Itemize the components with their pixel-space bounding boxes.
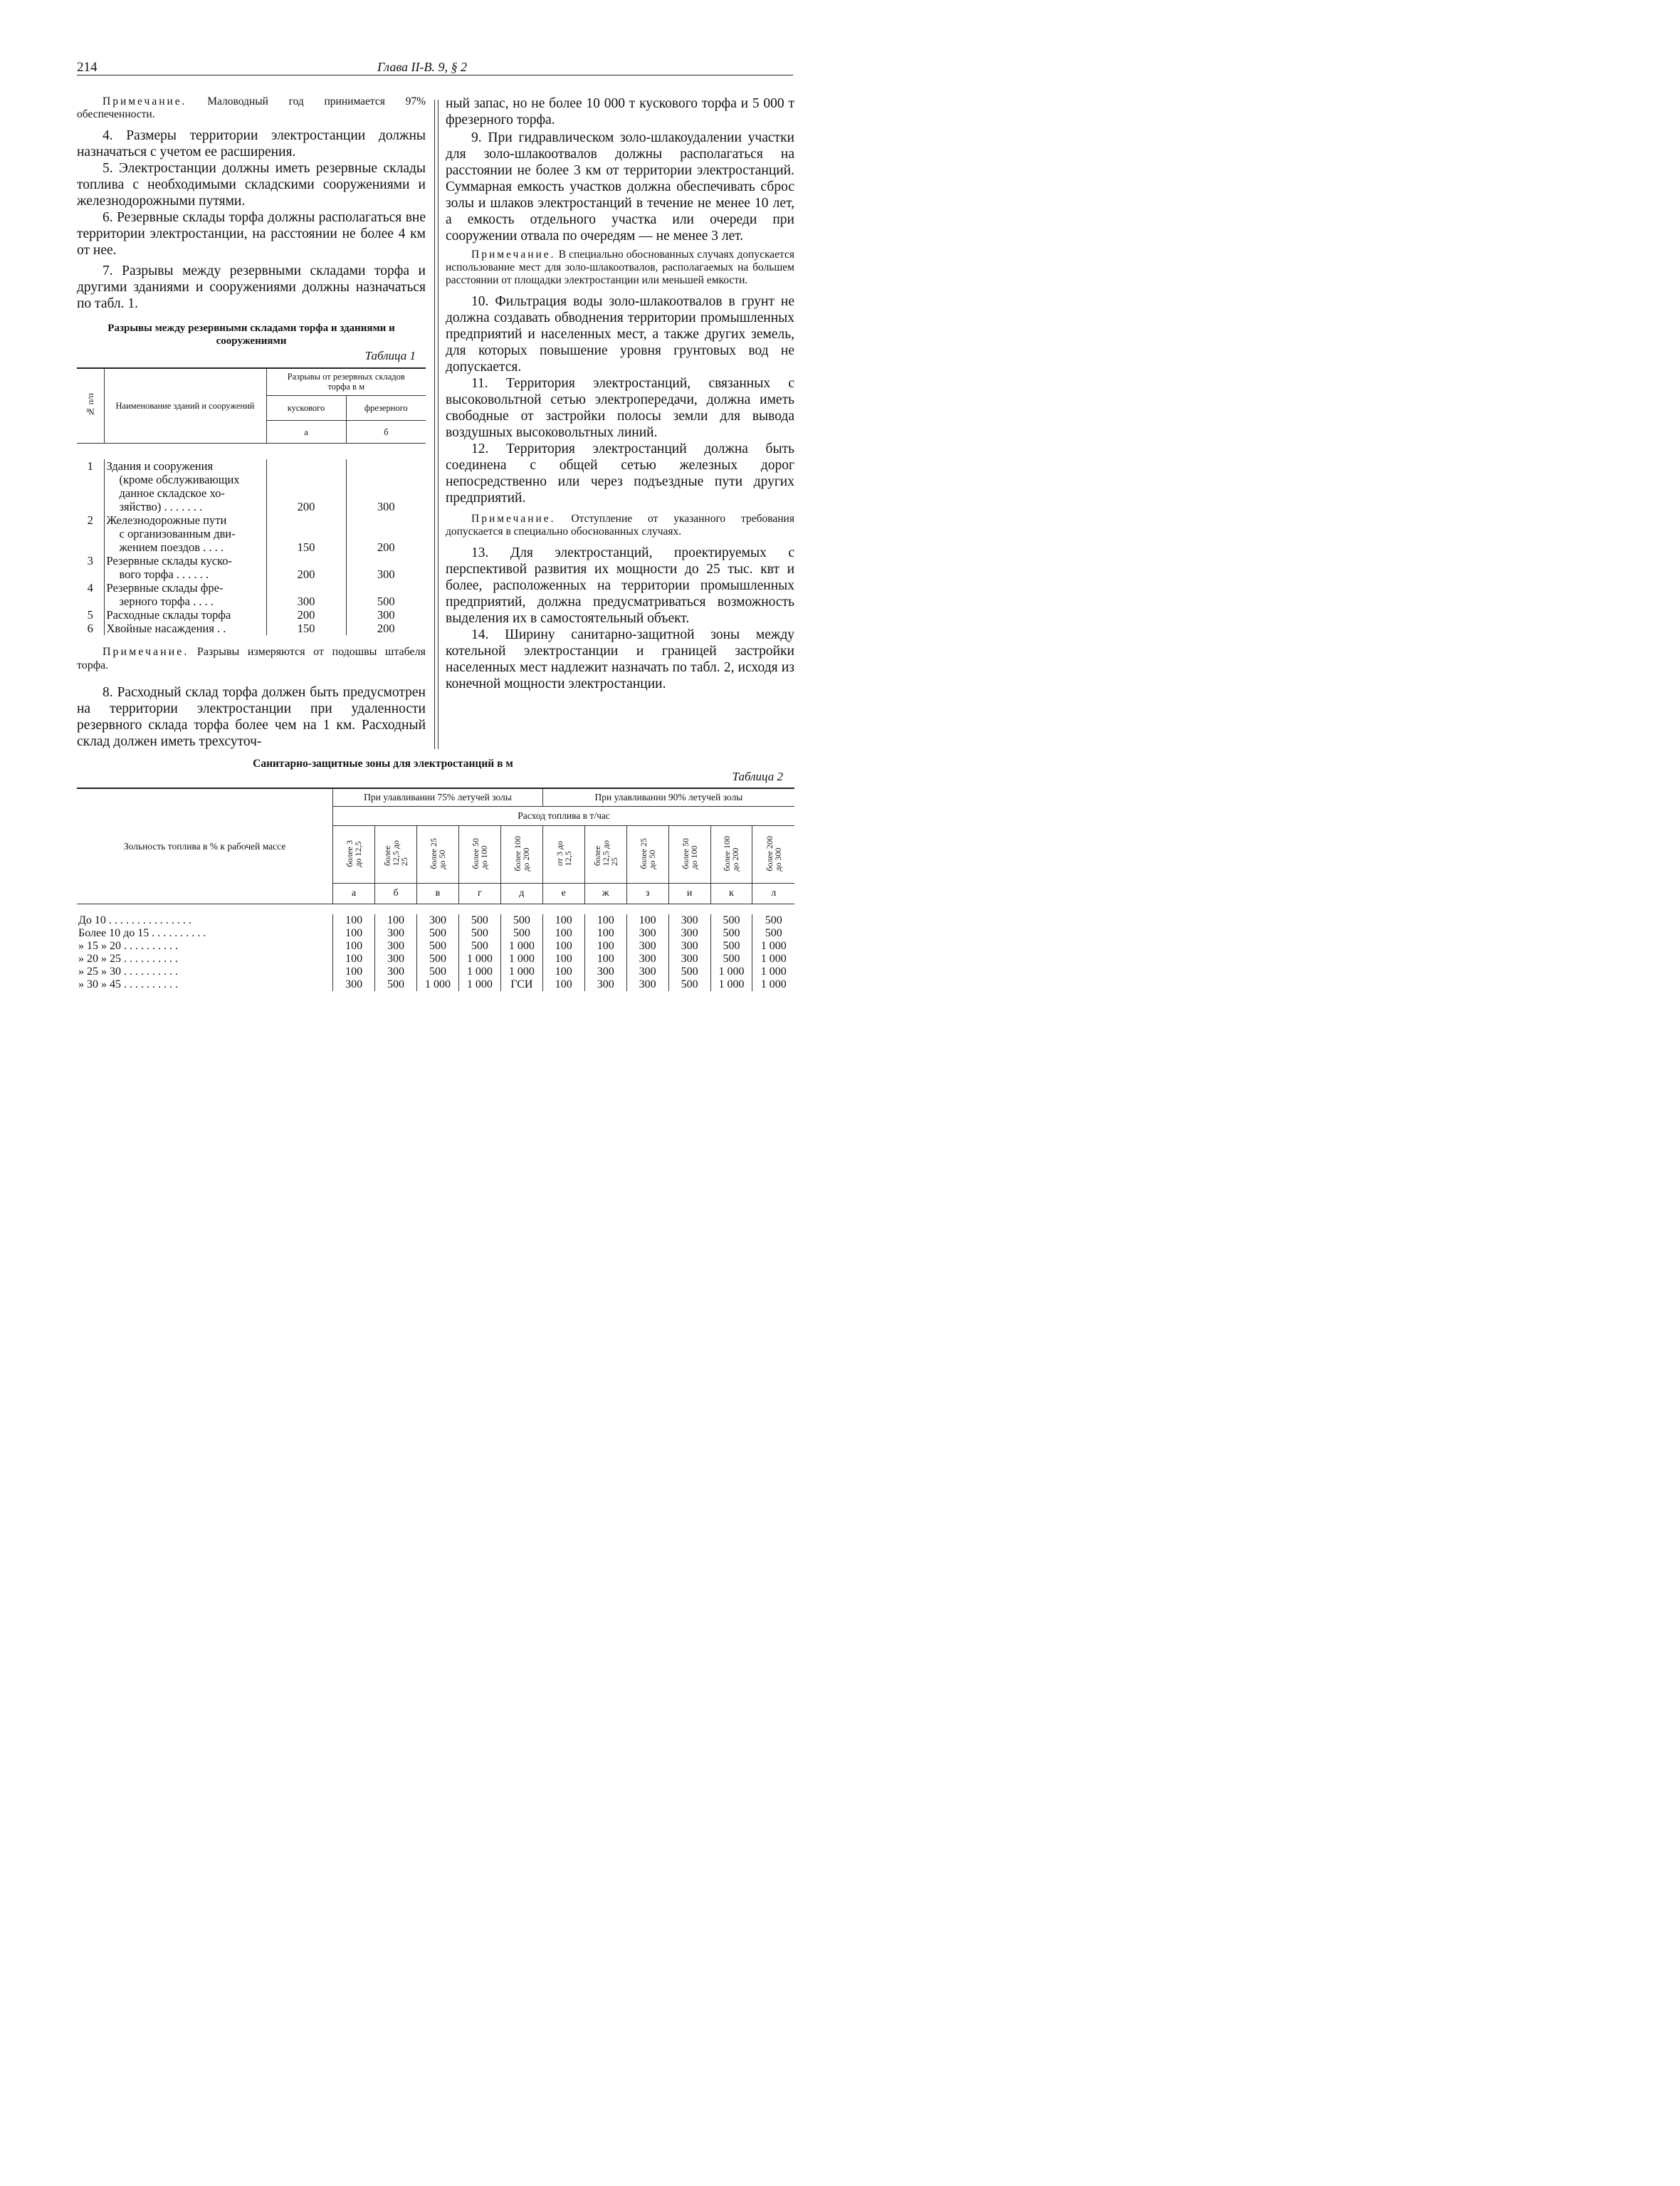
table-row	[77, 554, 426, 581]
page-number: 214	[77, 60, 98, 75]
paragraph-8-continued: ный запас, но не более 10 000 т кускового торфа и 5 000 т фрезерного торфа.	[446, 96, 794, 127]
row-number: 5	[77, 608, 104, 622]
table2-col-head	[710, 826, 752, 884]
table-row	[77, 513, 426, 554]
table2-row-label: » 30 » 45 . . . . . . . . . .	[77, 978, 333, 991]
paragraph-7: 7. Разрывы между резервными складами торфа и другими зданиями и сооружениями должны назначаться по табл. 1.	[77, 263, 426, 311]
row-name-line: Резервные склады куско-	[106, 554, 233, 568]
table2-value: 1 000	[760, 978, 787, 990]
table-row	[77, 581, 426, 608]
table-row	[77, 927, 794, 940]
table2-value: 1 000	[500, 966, 542, 978]
table2-col-letter: л	[752, 884, 794, 904]
table2-col-head	[375, 826, 417, 884]
table-row	[77, 608, 426, 622]
table2-col-head	[584, 826, 626, 884]
table2-group-90: При улавливании 90% летучей золы	[542, 788, 794, 807]
row-name-line: (кроме обслуживающих	[119, 473, 240, 486]
table2-row-label: » 15 » 20 . . . . . . . . . .	[77, 940, 333, 953]
table2-value: 300	[668, 914, 710, 927]
table2-value: 100	[542, 914, 584, 927]
row-name-line: Расходные склады торфа	[106, 608, 231, 622]
row-name-line: Хвойные насаждения . .	[106, 622, 226, 635]
table2-head-row	[77, 788, 794, 807]
table2-col-head-text: более 12,5 до 25	[382, 840, 410, 867]
table2-value: 100	[333, 914, 375, 927]
table2-value: 1 000	[500, 953, 542, 966]
table2-value: 100	[333, 953, 375, 966]
table2-col-head-text: более 50 до 100	[470, 837, 489, 869]
row-number: 6	[77, 622, 104, 635]
table2-group-75: При улавливании 75% летучей золы	[333, 788, 543, 807]
table2-value: 500	[417, 940, 459, 953]
value-b: 200	[377, 622, 395, 635]
table2-value: 1 000	[458, 966, 500, 978]
table2-col-letter: к	[710, 884, 752, 904]
table1-label: Таблица 1	[364, 349, 416, 362]
table2-value: 500	[500, 927, 542, 940]
value-a: 150	[266, 622, 346, 635]
table2-col-letter: д	[500, 884, 542, 904]
table2-value: 500	[668, 978, 710, 991]
row-name-line: Резервные склады фре-	[106, 581, 224, 595]
table2-value: 300	[584, 966, 626, 978]
table1	[77, 367, 426, 635]
table2-value: 1 000	[760, 953, 787, 965]
table-row	[77, 459, 426, 513]
value-b: 200	[377, 540, 395, 554]
paragraph-5: 5. Электростанции должны иметь резервные склады топлива с необходимыми складскими сооружениями и железнодорожными путями.	[77, 161, 426, 209]
table-row	[77, 914, 794, 927]
table2-row-label: » 20 » 25 . . . . . . . . . .	[77, 953, 333, 966]
table2-value: 100	[375, 914, 417, 927]
table2-value: 500	[765, 914, 782, 926]
row-name-line: зерного торфа . . . .	[119, 595, 214, 608]
table2-value: 1 000	[500, 940, 542, 953]
table2-col-head-text: более 25 до 50	[428, 837, 447, 869]
row-name	[104, 513, 266, 554]
table-row	[77, 978, 794, 991]
table2-value: 500	[458, 927, 500, 940]
value-a: 200	[266, 608, 346, 622]
table2-col-head-text: более 100 до 200	[722, 835, 741, 872]
table2-value: 500	[765, 927, 782, 939]
table2-value: 100	[333, 966, 375, 978]
value-b: 300	[377, 608, 395, 622]
table2-value: 500	[500, 914, 542, 927]
table2-value: 300	[584, 978, 626, 991]
table2-spacer	[77, 904, 794, 915]
row-number: 3	[77, 554, 104, 581]
table2-value: ГСИ	[500, 978, 542, 991]
table1-head-num: № п/п	[77, 368, 104, 444]
table2-consumption: Расход топлива в т/час	[333, 807, 794, 826]
paragraph-13: 13. Для электростанций, проектируемых с перспективой развития их мощности до 25 тыс. квт и более, расположенных на территории промышленных предприятий, должна предусматриваться возможность выделения их в самостоятельный объект.	[446, 545, 794, 626]
row-number: 2	[77, 513, 104, 554]
table-row	[77, 953, 794, 966]
paragraph-9: 9. При гидравлическом золо-шлакоудалении участки для золо-шлакоотвалов должны располагаться на расстоянии не более 3 км от территории электростанций. Суммарная емкость участков должна обеспечивать сброс золы и шлаков электростанций в течение не менее 10 лет, а емкость отдельного участка или очереди при сооружении отвала по очередям — не менее 3 лет.	[446, 130, 794, 244]
table2-col-head	[668, 826, 710, 884]
table2-col-head	[500, 826, 542, 884]
table2	[77, 788, 794, 991]
table1-letter-a: а	[266, 421, 346, 444]
table2-value: 300	[626, 978, 668, 991]
table1-head-name: Наименование зданий и сооружений	[104, 368, 266, 444]
value-a: 200	[266, 459, 346, 513]
table2-value: 100	[542, 966, 584, 978]
value-b: 300	[377, 568, 395, 581]
table2-value: 100	[542, 978, 584, 991]
table2-value: 500	[417, 953, 459, 966]
table2-col-head	[542, 826, 584, 884]
table2-col-letter: е	[542, 884, 584, 904]
row-name	[104, 459, 266, 513]
row-name-line: данное складское хо-	[119, 486, 225, 500]
row-name	[104, 554, 266, 581]
table2-value: 300	[333, 978, 375, 991]
table2-value: 100	[542, 940, 584, 953]
table2-col-head	[333, 826, 375, 884]
table2-col-head	[458, 826, 500, 884]
table1-head-group: Разрывы от резервных складов торфа в м	[266, 368, 426, 395]
table2-value: 100	[542, 953, 584, 966]
table2-value: 500	[458, 940, 500, 953]
table2-col-letter: ж	[584, 884, 626, 904]
table2-value: 500	[710, 914, 752, 927]
paragraph-14: 14. Ширину санитарно-защитной зоны между котельной электростанции и границей застройки населенных мест надлежит назначать по табл. 2, исходя из конечной мощности электростанции.	[446, 627, 794, 691]
table1-head-a: кускового	[266, 395, 346, 421]
table2-label: Таблица 2	[732, 770, 783, 783]
table2-value: 300	[375, 927, 417, 940]
table2-col-head	[626, 826, 668, 884]
table-row	[77, 966, 794, 978]
column-divider	[434, 100, 435, 749]
table2-title: Санитарно-защитные зоны для электростанций в м	[253, 758, 513, 770]
row-name	[104, 622, 266, 635]
table2-value: 300	[375, 953, 417, 966]
table2-value: 1 000	[417, 978, 459, 991]
table2-col-head	[752, 826, 794, 884]
table-row	[77, 940, 794, 953]
table2-row-label: Более 10 до 15 . . . . . . . . . .	[77, 927, 333, 940]
table2-col-head-text: более 25 до 50	[638, 837, 657, 869]
table2-value: 500	[710, 953, 752, 966]
table2-value: 1 000	[710, 966, 752, 978]
table2-value: 500	[417, 966, 459, 978]
table2-value: 300	[668, 940, 710, 953]
value-a: 300	[266, 581, 346, 608]
table-row	[77, 622, 426, 635]
table2-spacer-cell	[77, 904, 794, 915]
table2-value: 100	[584, 953, 626, 966]
table2-col-head	[417, 826, 459, 884]
row-name	[104, 581, 266, 608]
paragraph-11: 11. Территория электростанций, связанных с высоковольтной сетью электропередачи, должна иметь свободные от застройки полосы земли для вывода воздушных высоковольтных линий.	[446, 376, 794, 440]
table2-value: 1 000	[760, 940, 787, 952]
table2-col-letter: г	[458, 884, 500, 904]
right-column	[446, 95, 794, 692]
table2-value: 300	[668, 927, 710, 940]
note-paragraph: Примечание. Отступление от указанного требования допускается в специально обоснованных случаях.	[446, 513, 794, 538]
table2-col-letter: в	[417, 884, 459, 904]
chapter-heading: Глава II-В. 9, § 2	[377, 60, 468, 74]
table2-value: 300	[668, 953, 710, 966]
table2-col-head-text: более 50 до 100	[680, 837, 699, 869]
table2-value: 300	[375, 966, 417, 978]
table2-col-head-text: от 3 до 12,5	[554, 840, 573, 867]
table2-value: 1 000	[458, 953, 500, 966]
table2-col-head-text: более 200 до 300	[764, 835, 783, 872]
table1-head-b: фрезерного	[346, 395, 426, 421]
table2-value: 500	[710, 940, 752, 953]
row-name-line: вого торфа . . . . . .	[119, 568, 209, 581]
table2-value: 1 000	[760, 966, 787, 978]
table2-col-head-text: более 100 до 200	[512, 835, 531, 872]
value-a: 200	[266, 554, 346, 581]
table2-value: 100	[584, 940, 626, 953]
table2-value: 300	[626, 966, 668, 978]
table2-value: 300	[626, 940, 668, 953]
paragraph-4: 4. Размеры территории электростанции должны назначаться с учетом ее расширения.	[77, 128, 426, 159]
row-name-line: зяйство) . . . . . . .	[119, 500, 203, 513]
table2-value: 300	[375, 940, 417, 953]
table2-value: 300	[417, 914, 459, 927]
paragraph-10: 10. Фильтрация воды золо-шлакоотвалов в грунт не должна создавать обводнения территории промышленных предприятий и населенных мест, а также других земель, для которых повышение уровня грунтовых вод не допускается.	[446, 294, 794, 375]
table2-value: 500	[710, 927, 752, 940]
table2-value: 100	[542, 927, 584, 940]
table2-col-letter: з	[626, 884, 668, 904]
table2-value: 500	[375, 978, 417, 991]
table2-value: 300	[626, 953, 668, 966]
value-b: 300	[377, 500, 395, 513]
table2-col-letter: и	[668, 884, 710, 904]
table2-value: 500	[417, 927, 459, 940]
table2-head-row-label: Зольность топлива в % к рабочей массе	[77, 788, 333, 904]
paragraph-12: 12. Территория электростанций должна быть соединена с общей сетью железных дорог непосредственно или через подъездные пути других предприятий.	[446, 441, 794, 506]
paragraph-6: 6. Резервные склады торфа должны располагаться вне территории электростанции, на расстоянии не более 4 км от нее.	[77, 210, 426, 258]
left-column	[77, 95, 426, 750]
row-name-line: с организованным дви-	[119, 527, 236, 540]
row-number: 1	[77, 459, 104, 513]
table2-value: 100	[333, 927, 375, 940]
value-b: 500	[377, 595, 395, 608]
table2-col-head-text: более 3 до 12,5	[345, 840, 364, 867]
row-name-line: Железнодорожные пути	[106, 513, 227, 527]
table1-title: Разрывы между резервными складами торфа и зданиями и сооружениями	[107, 323, 395, 347]
table2-value: 100	[626, 914, 668, 927]
row-name	[104, 608, 266, 622]
table1-letter-b: б	[346, 421, 426, 444]
table2-col-letter: а	[333, 884, 375, 904]
table2-value: 500	[668, 966, 710, 978]
table2-value: 100	[584, 914, 626, 927]
row-name-line: жением поездов . . . .	[119, 540, 224, 554]
table2-value: 1 000	[710, 978, 752, 991]
note-paragraph: Примечание. Маловодный год принимается 97% обеспеченности.	[77, 95, 426, 120]
table2-value: 500	[458, 914, 500, 927]
table2-row-label: » 25 » 30 . . . . . . . . . .	[77, 966, 333, 978]
table2-value: 1 000	[458, 978, 500, 991]
table2-row-label: До 10 . . . . . . . . . . . . . . .	[77, 914, 333, 927]
row-number: 4	[77, 581, 104, 608]
paragraph-8: 8. Расходный склад торфа должен быть предусмотрен на территории электростанции при удаленности резервного склада торфа более чем на 1 км. Расходный склад должен иметь трехсуточ-	[77, 685, 426, 749]
table1-note: Примечание. Разрывы измеряются от подошвы штабеля торфа.	[77, 646, 426, 671]
row-name-line: Здания и сооружения	[106, 459, 214, 473]
column-divider	[438, 100, 439, 749]
table2-col-head-text: более 12,5 до 25	[592, 840, 619, 867]
note-paragraph: Примечание. В специально обоснованных случаях допускается использование мест для золо-шлакоотвалов, располагаемых на большем расстоянии от площадки электростанции или меньшей емкости.	[446, 249, 794, 286]
table2-value: 100	[584, 927, 626, 940]
table2-col-letter: б	[375, 884, 417, 904]
value-a: 150	[266, 513, 346, 554]
table2-value: 300	[626, 927, 668, 940]
table2-value: 100	[333, 940, 375, 953]
